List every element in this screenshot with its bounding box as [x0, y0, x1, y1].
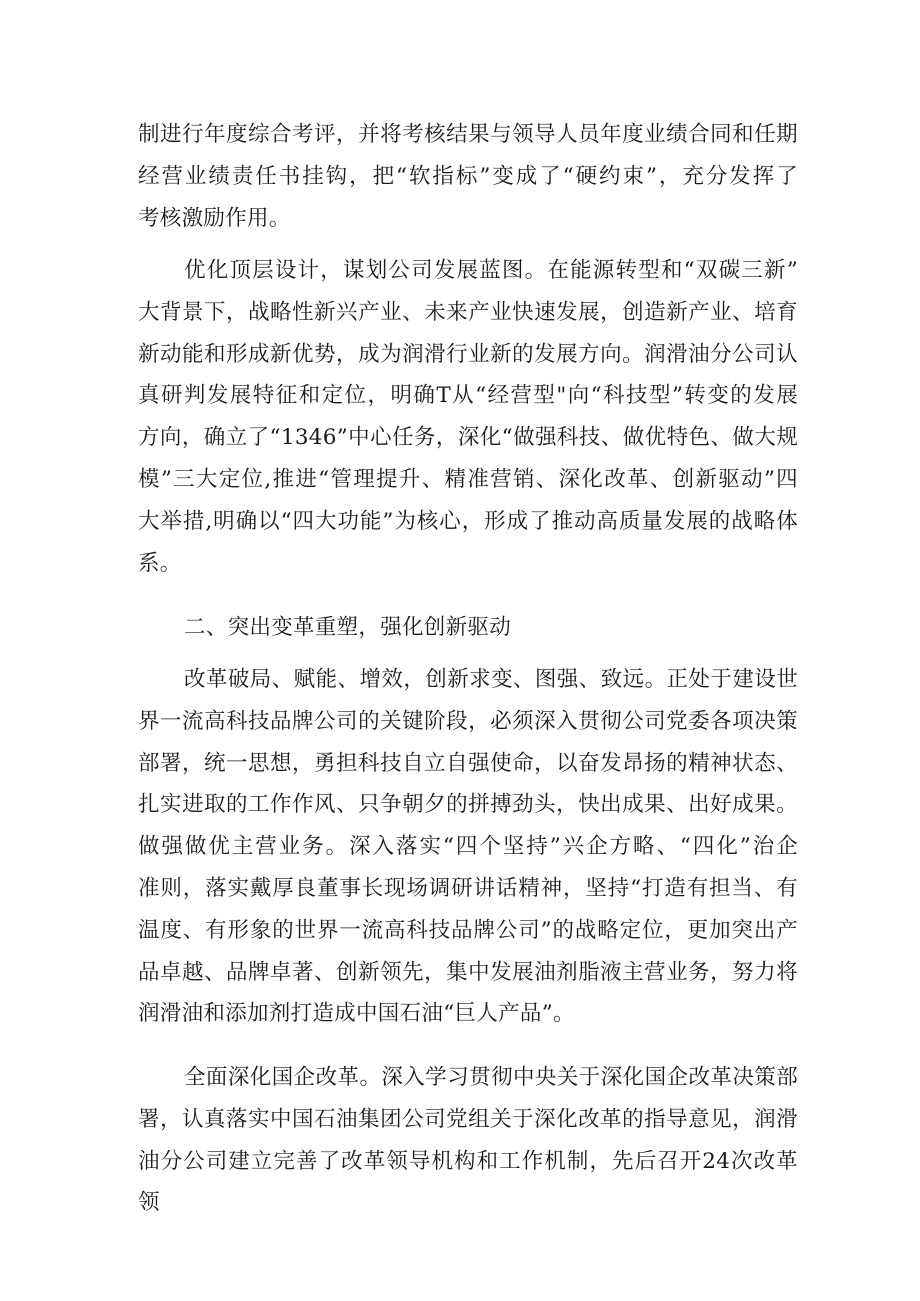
text-line: 油分公司建立完善了改革领导机构和工作机制，先后召开24次改革领: [138, 1148, 798, 1216]
text-line: 大背景下，战略性新兴产业、未来产业快速发展，创造新产业、培育: [138, 299, 798, 325]
text-line: 制进行年度综合考评，并将考核结果与领导人员年度业绩合同和任期: [138, 122, 798, 147]
text-line: 部署，统一思想，勇担科技自立自强使命，以奋发昂扬的精神状态、: [138, 750, 798, 776]
paragraph-continuation: [138, 114, 798, 239]
text-line: 经营业绩责任书挂钩，把“软指标”变成了“硬约束”，充分发挥了: [138, 163, 798, 189]
text-line: 大举措,明确以“四大功能”为核心，形成了推动高质量发展的战略体: [138, 508, 798, 534]
paragraph-reform: [138, 659, 798, 1035]
text-line: 温度、有形象的世界一流高科技品牌公司”的战略定位，更加突出产: [138, 917, 798, 943]
text-line: 真研判发展特征和定位，明确T从“经营型"向“科技型”转变的发展: [138, 383, 798, 409]
text-line: 优化顶层设计，谋划公司发展蓝图。在能源转型和“双碳三新”: [184, 258, 798, 283]
text-line: 品卓越、品牌卓著、创新领先，集中发展油剂脂液主营业务，努力将: [138, 959, 798, 985]
text-line: 系。: [138, 550, 182, 576]
text-line: 扎实进取的工作作风、只争朝夕的拼搏劲头，快出成果、出好成果。: [138, 792, 798, 818]
text-line: 准则，落实戴厚良董事长现场调研讲话精神，坚持“打造有担当、有: [138, 875, 798, 901]
text-line: 界一流高科技品牌公司的关键阶段，必须深入贯彻公司党委各项决策: [138, 708, 798, 734]
text-line: 模”三大定位,推进“管理提升、精准营销、深化改革、创新驱动”四: [138, 466, 798, 492]
text-line: 考核激励作用。: [138, 205, 291, 231]
text-line: 润滑油和添加剂打造成中国石油“巨人产品”。: [138, 1001, 575, 1027]
text-line: 做强做优主营业务。深入落实“四个坚持”兴企方略、“四化”治企: [138, 834, 798, 860]
text-line: 全面深化国企改革。深入学习贯彻中央关于深化国企改革决策部: [184, 1065, 798, 1090]
text-line: 新动能和形成新优势，成为润滑行业新的发展方向。润滑油分公司认: [138, 341, 798, 367]
heading-text: 二、突出变革重塑，强化创新驱动: [184, 615, 512, 640]
section-heading: [138, 607, 798, 649]
text-line: 署，认真落实中国石油集团公司党组关于深化改革的指导意见，润滑: [138, 1106, 798, 1132]
paragraph-soe-reform: [138, 1057, 798, 1216]
paragraph-top-level-design: [138, 250, 798, 584]
text-line: 方向，确立了“1346”中心任务，深化“做强科技、做优特色、做大规: [138, 425, 798, 451]
text-line: 改革破局、赋能、增效，创新求变、图强、致远。正处于建设世: [184, 667, 798, 692]
